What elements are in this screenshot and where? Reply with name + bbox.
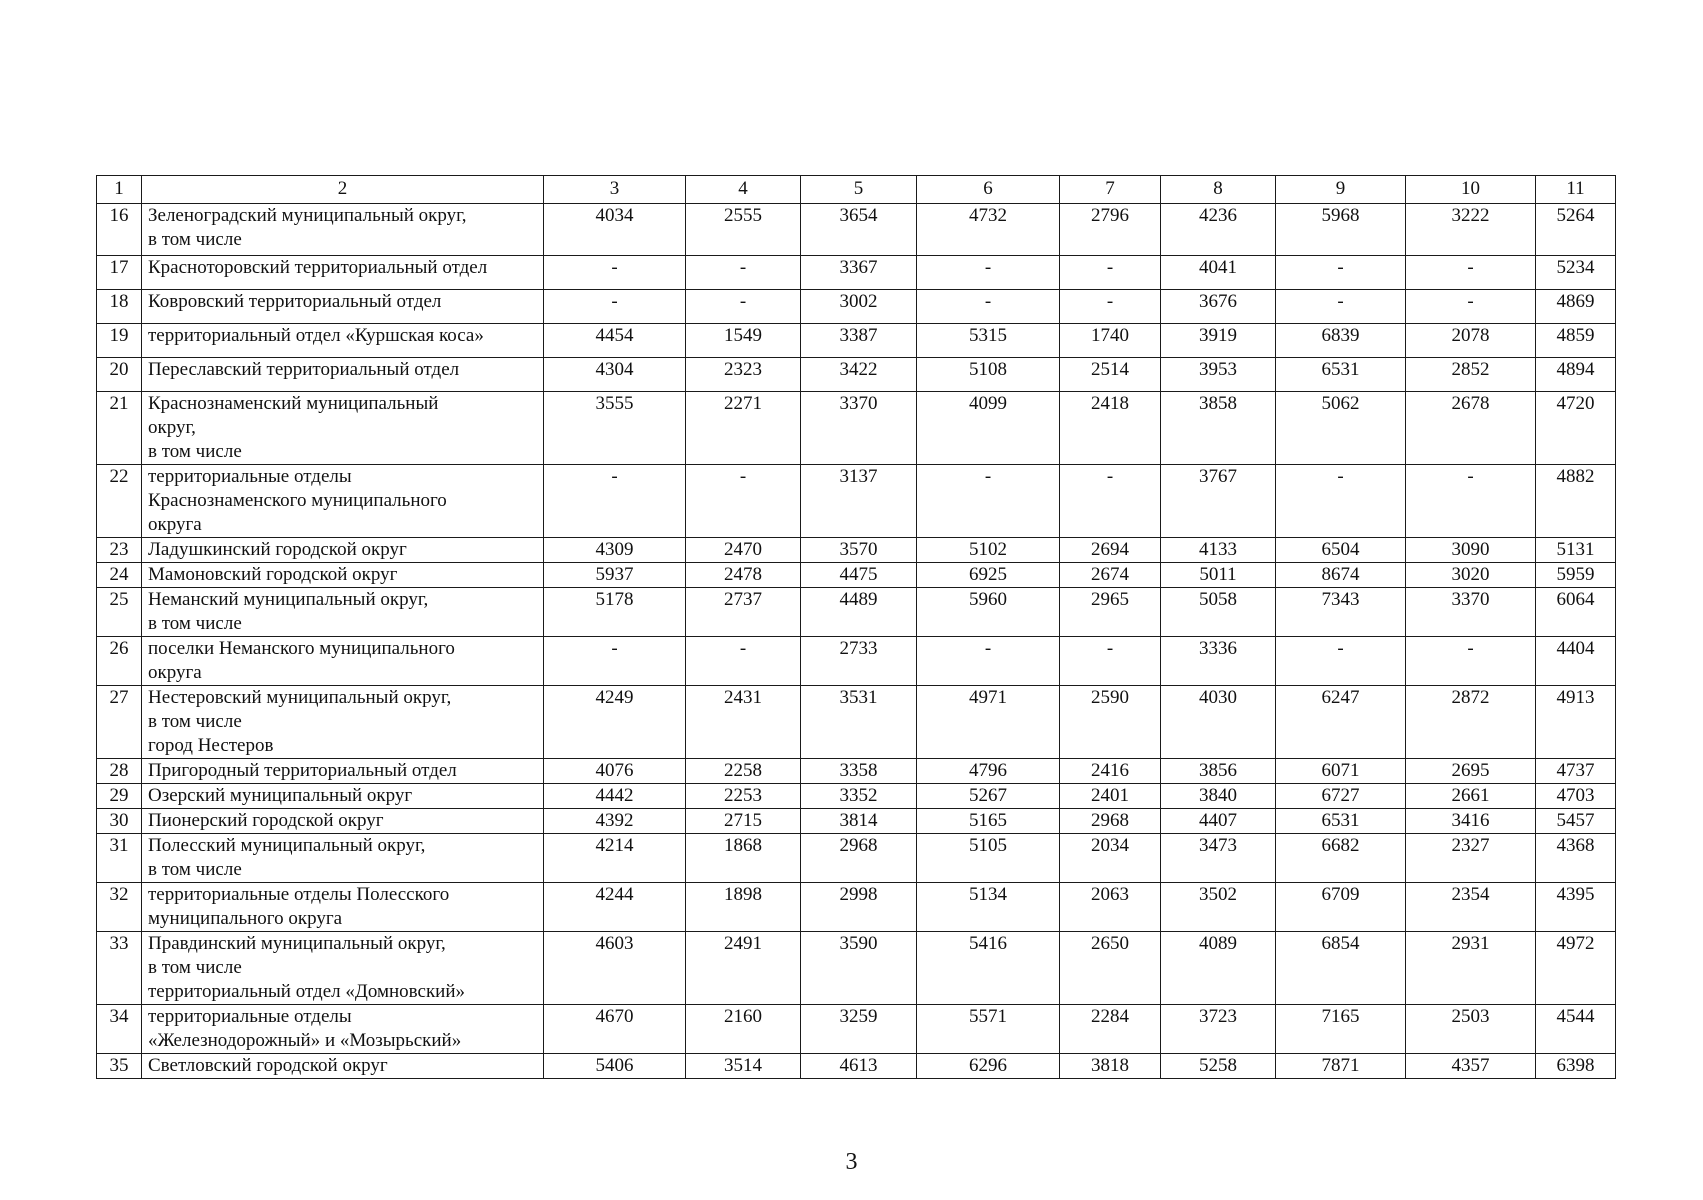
value-cell-col-7: 3818 xyxy=(1060,1054,1161,1079)
table-row xyxy=(97,588,1616,637)
territory-name-line: территориальные отделы xyxy=(148,466,352,487)
row-number: 32 xyxy=(97,883,142,932)
row-number: 20 xyxy=(97,358,142,392)
value-cell-col-9: 6531 xyxy=(1276,358,1406,392)
table-row xyxy=(97,563,1616,588)
territory-name-cell xyxy=(142,324,544,358)
territory-name-line: Светловский городской округ xyxy=(148,1055,388,1076)
table-row xyxy=(97,883,1616,932)
value-cell-col-11: 5457 xyxy=(1536,809,1616,834)
territory-name-line: Правдинский муниципальный округ, xyxy=(148,933,446,954)
value-cell-col-8: 4041 xyxy=(1161,256,1276,290)
value-cell-col-10: 2852 xyxy=(1406,358,1536,392)
value-cell-col-5: 3654 xyxy=(801,204,917,256)
page-number: 3 xyxy=(845,1149,858,1175)
table-row xyxy=(97,686,1616,759)
value-cell-col-8: 4089 xyxy=(1161,932,1276,1005)
territory-name-line: территориальный отдел «Куршская коса» xyxy=(148,325,484,346)
table-row xyxy=(97,932,1616,1005)
value-cell-col-10: 2931 xyxy=(1406,932,1536,1005)
value-cell-col-9: 6247 xyxy=(1276,686,1406,759)
territory-name-line: город Нестеров xyxy=(148,735,274,756)
value-cell-col-5: 3590 xyxy=(801,932,917,1005)
value-cell-col-9: 6071 xyxy=(1276,759,1406,784)
value-cell-col-6: 5105 xyxy=(917,834,1060,883)
value-cell-col-10: 3020 xyxy=(1406,563,1536,588)
value-cell-col-6: 4732 xyxy=(917,204,1060,256)
column-header-2: 2 xyxy=(142,176,544,204)
value-cell-col-8: 3502 xyxy=(1161,883,1276,932)
territory-name-line: территориальный отдел «Домновский» xyxy=(148,981,466,1002)
value-cell-col-11: 5234 xyxy=(1536,256,1616,290)
table-row xyxy=(97,358,1616,392)
value-cell-col-7: 2418 xyxy=(1060,392,1161,465)
value-cell-col-10: 2872 xyxy=(1406,686,1536,759)
value-cell-col-9: 7165 xyxy=(1276,1005,1406,1054)
value-cell-col-10: 2678 xyxy=(1406,392,1536,465)
row-number: 26 xyxy=(97,637,142,686)
value-cell-col-10: 4357 xyxy=(1406,1054,1536,1079)
value-cell-col-9: 6531 xyxy=(1276,809,1406,834)
territory-name-cell xyxy=(142,637,544,686)
column-header-8: 8 xyxy=(1161,176,1276,204)
row-number: 19 xyxy=(97,324,142,358)
table-row xyxy=(97,290,1616,324)
value-cell-col-11: 4544 xyxy=(1536,1005,1616,1054)
territory-name-cell xyxy=(142,358,544,392)
value-cell-col-6: 5102 xyxy=(917,538,1060,563)
column-header-4: 4 xyxy=(686,176,801,204)
value-cell-col-8: 3473 xyxy=(1161,834,1276,883)
value-cell-col-3: 4454 xyxy=(544,324,686,358)
value-cell-col-6: 5165 xyxy=(917,809,1060,834)
territory-name-line: в том числе xyxy=(148,859,242,880)
territory-name-cell xyxy=(142,290,544,324)
value-cell-col-3: - xyxy=(544,290,686,324)
value-cell-col-6: 5571 xyxy=(917,1005,1060,1054)
value-cell-col-6: 5108 xyxy=(917,358,1060,392)
value-cell-col-7: - xyxy=(1060,290,1161,324)
value-cell-col-4: 1868 xyxy=(686,834,801,883)
table-row xyxy=(97,538,1616,563)
value-cell-col-8: 3676 xyxy=(1161,290,1276,324)
value-cell-col-9: 5062 xyxy=(1276,392,1406,465)
territory-name-line: Нестеровский муниципальный округ, xyxy=(148,687,452,708)
table-row xyxy=(97,1054,1616,1079)
value-cell-col-9: 8674 xyxy=(1276,563,1406,588)
territory-name-line: в том числе xyxy=(148,957,242,978)
value-cell-col-6: - xyxy=(917,290,1060,324)
value-cell-col-11: 5959 xyxy=(1536,563,1616,588)
value-cell-col-7: - xyxy=(1060,256,1161,290)
territory-name-line: муниципального округа xyxy=(148,908,343,929)
value-cell-col-6: 4971 xyxy=(917,686,1060,759)
value-cell-col-6: 5315 xyxy=(917,324,1060,358)
value-cell-col-10: 3370 xyxy=(1406,588,1536,637)
territory-name-cell xyxy=(142,932,544,1005)
territory-name-line: Краснознаменского муниципального xyxy=(148,490,447,511)
value-cell-col-7: 2674 xyxy=(1060,563,1161,588)
value-cell-col-8: 4236 xyxy=(1161,204,1276,256)
value-cell-col-8: 3840 xyxy=(1161,784,1276,809)
value-cell-col-4: 2470 xyxy=(686,538,801,563)
value-cell-col-8: 3919 xyxy=(1161,324,1276,358)
value-cell-col-11: 5264 xyxy=(1536,204,1616,256)
territory-name-line: Зеленоградский муниципальный округ, xyxy=(148,205,467,226)
value-cell-col-4: 2431 xyxy=(686,686,801,759)
value-cell-col-5: 3814 xyxy=(801,809,917,834)
value-cell-col-3: 5406 xyxy=(544,1054,686,1079)
value-cell-col-4: - xyxy=(686,290,801,324)
territory-name-line: Ковровский территориальный отдел xyxy=(148,291,442,312)
value-cell-col-5: 3367 xyxy=(801,256,917,290)
value-cell-col-9: 6709 xyxy=(1276,883,1406,932)
value-cell-col-10: 2695 xyxy=(1406,759,1536,784)
value-cell-col-11: 4882 xyxy=(1536,465,1616,538)
value-cell-col-4: 2491 xyxy=(686,932,801,1005)
value-cell-col-7: 2965 xyxy=(1060,588,1161,637)
territory-name-cell xyxy=(142,883,544,932)
value-cell-col-5: 3422 xyxy=(801,358,917,392)
column-header-11: 11 xyxy=(1536,176,1616,204)
value-cell-col-11: 6064 xyxy=(1536,588,1616,637)
value-cell-col-11: 4720 xyxy=(1536,392,1616,465)
value-cell-col-11: 4859 xyxy=(1536,324,1616,358)
value-cell-col-4: 2160 xyxy=(686,1005,801,1054)
row-number: 31 xyxy=(97,834,142,883)
value-cell-col-8: 5258 xyxy=(1161,1054,1276,1079)
territory-name-line: округа xyxy=(148,662,202,683)
value-cell-col-10: 3222 xyxy=(1406,204,1536,256)
value-cell-col-4: 2271 xyxy=(686,392,801,465)
value-cell-col-9: 6504 xyxy=(1276,538,1406,563)
table-body xyxy=(97,204,1616,1079)
territory-name-line: территориальные отделы Полесского xyxy=(148,884,450,905)
data-table xyxy=(96,175,1616,1079)
value-cell-col-9: 7343 xyxy=(1276,588,1406,637)
column-header-3: 3 xyxy=(544,176,686,204)
territory-name-cell xyxy=(142,1054,544,1079)
value-cell-col-6: 6925 xyxy=(917,563,1060,588)
value-cell-col-4: - xyxy=(686,256,801,290)
column-header-10: 10 xyxy=(1406,176,1536,204)
value-cell-col-10: 2078 xyxy=(1406,324,1536,358)
row-number: 35 xyxy=(97,1054,142,1079)
value-cell-col-3: 4309 xyxy=(544,538,686,563)
row-number: 24 xyxy=(97,563,142,588)
table-row xyxy=(97,392,1616,465)
value-cell-col-6: 5416 xyxy=(917,932,1060,1005)
territory-name-line: Переславский территориальный отдел xyxy=(148,359,460,380)
value-cell-col-6: 4796 xyxy=(917,759,1060,784)
territory-name-cell xyxy=(142,256,544,290)
value-cell-col-8: 5011 xyxy=(1161,563,1276,588)
value-cell-col-8: 3953 xyxy=(1161,358,1276,392)
value-cell-col-3: 5178 xyxy=(544,588,686,637)
row-number: 25 xyxy=(97,588,142,637)
row-number: 33 xyxy=(97,932,142,1005)
value-cell-col-9: 6839 xyxy=(1276,324,1406,358)
value-cell-col-3: 3555 xyxy=(544,392,686,465)
value-cell-col-6: - xyxy=(917,256,1060,290)
value-cell-col-8: 4030 xyxy=(1161,686,1276,759)
territory-name-line: в том числе xyxy=(148,229,242,250)
territory-name-line: Красноторовский территориальный отдел xyxy=(148,257,488,278)
value-cell-col-10: - xyxy=(1406,290,1536,324)
value-cell-col-5: 3259 xyxy=(801,1005,917,1054)
value-cell-col-3: - xyxy=(544,465,686,538)
value-cell-col-9: 6854 xyxy=(1276,932,1406,1005)
row-number: 30 xyxy=(97,809,142,834)
value-cell-col-8: 5058 xyxy=(1161,588,1276,637)
value-cell-col-10: 2354 xyxy=(1406,883,1536,932)
territory-name-line: Ладушкинский городской округ xyxy=(148,539,407,560)
territory-name-cell xyxy=(142,834,544,883)
column-number-header-row xyxy=(97,176,1616,204)
value-cell-col-4: - xyxy=(686,465,801,538)
territory-name-cell xyxy=(142,809,544,834)
value-cell-col-5: 3387 xyxy=(801,324,917,358)
value-cell-col-11: 5131 xyxy=(1536,538,1616,563)
column-header-1: 1 xyxy=(97,176,142,204)
row-number: 23 xyxy=(97,538,142,563)
value-cell-col-4: 2555 xyxy=(686,204,801,256)
territory-name-line: территориальные отделы xyxy=(148,1006,352,1027)
territory-name-line: Неманский муниципальный округ, xyxy=(148,589,429,610)
value-cell-col-8: 3767 xyxy=(1161,465,1276,538)
value-cell-col-9: 7871 xyxy=(1276,1054,1406,1079)
value-cell-col-11: 4737 xyxy=(1536,759,1616,784)
value-cell-col-9: 5968 xyxy=(1276,204,1406,256)
value-cell-col-9: - xyxy=(1276,637,1406,686)
row-number: 16 xyxy=(97,204,142,256)
value-cell-col-9: - xyxy=(1276,290,1406,324)
row-number: 29 xyxy=(97,784,142,809)
value-cell-col-6: 6296 xyxy=(917,1054,1060,1079)
territory-name-line: «Железнодорожный» и «Мозырьский» xyxy=(148,1030,462,1051)
value-cell-col-4: 2258 xyxy=(686,759,801,784)
value-cell-col-4: 2737 xyxy=(686,588,801,637)
value-cell-col-5: 3352 xyxy=(801,784,917,809)
value-cell-col-3: 5937 xyxy=(544,563,686,588)
value-cell-col-8: 4133 xyxy=(1161,538,1276,563)
value-cell-col-4: 1898 xyxy=(686,883,801,932)
value-cell-col-5: 3531 xyxy=(801,686,917,759)
value-cell-col-9: - xyxy=(1276,256,1406,290)
column-header-6: 6 xyxy=(917,176,1060,204)
value-cell-col-6: 4099 xyxy=(917,392,1060,465)
value-cell-col-3: 4214 xyxy=(544,834,686,883)
value-cell-col-6: - xyxy=(917,465,1060,538)
territory-name-line: поселки Неманского муниципального xyxy=(148,638,455,659)
value-cell-col-10: - xyxy=(1406,637,1536,686)
column-header-9: 9 xyxy=(1276,176,1406,204)
row-number: 34 xyxy=(97,1005,142,1054)
territory-name-line: в том числе xyxy=(148,613,242,634)
value-cell-col-10: 2503 xyxy=(1406,1005,1536,1054)
value-cell-col-3: 4249 xyxy=(544,686,686,759)
value-cell-col-3: 4034 xyxy=(544,204,686,256)
value-cell-col-4: 2715 xyxy=(686,809,801,834)
value-cell-col-11: 4972 xyxy=(1536,932,1616,1005)
value-cell-col-4: 1549 xyxy=(686,324,801,358)
value-cell-col-7: 2694 xyxy=(1060,538,1161,563)
territory-name-line: Мамоновский городской округ xyxy=(148,564,398,585)
value-cell-col-5: 3137 xyxy=(801,465,917,538)
value-cell-col-11: 4894 xyxy=(1536,358,1616,392)
value-cell-col-5: 4475 xyxy=(801,563,917,588)
table-row xyxy=(97,809,1616,834)
value-cell-col-5: 3002 xyxy=(801,290,917,324)
territory-name-cell xyxy=(142,1005,544,1054)
territory-name-cell xyxy=(142,759,544,784)
value-cell-col-7: 2968 xyxy=(1060,809,1161,834)
value-cell-col-7: 2401 xyxy=(1060,784,1161,809)
territory-name-cell xyxy=(142,588,544,637)
value-cell-col-11: 4395 xyxy=(1536,883,1616,932)
table-row xyxy=(97,784,1616,809)
value-cell-col-3: 4304 xyxy=(544,358,686,392)
territory-name-cell xyxy=(142,563,544,588)
column-header-7: 7 xyxy=(1060,176,1161,204)
value-cell-col-7: 2796 xyxy=(1060,204,1161,256)
value-cell-col-3: - xyxy=(544,637,686,686)
territory-name-cell xyxy=(142,392,544,465)
value-cell-col-10: - xyxy=(1406,256,1536,290)
value-cell-col-11: 6398 xyxy=(1536,1054,1616,1079)
value-cell-col-5: 3358 xyxy=(801,759,917,784)
value-cell-col-5: 4613 xyxy=(801,1054,917,1079)
value-cell-col-10: 3416 xyxy=(1406,809,1536,834)
table-row xyxy=(97,1005,1616,1054)
value-cell-col-7: 2034 xyxy=(1060,834,1161,883)
value-cell-col-3: 4076 xyxy=(544,759,686,784)
value-cell-col-7: 2416 xyxy=(1060,759,1161,784)
value-cell-col-3: 4392 xyxy=(544,809,686,834)
territory-name-line: Озерский муниципальный округ xyxy=(148,785,413,806)
value-cell-col-7: 2063 xyxy=(1060,883,1161,932)
territory-name-cell xyxy=(142,465,544,538)
value-cell-col-10: 2327 xyxy=(1406,834,1536,883)
value-cell-col-3: 4603 xyxy=(544,932,686,1005)
territory-name-line: Пригородный территориальный отдел xyxy=(148,760,457,781)
value-cell-col-8: 3336 xyxy=(1161,637,1276,686)
value-cell-col-11: 4703 xyxy=(1536,784,1616,809)
row-number: 17 xyxy=(97,256,142,290)
territory-name-cell xyxy=(142,538,544,563)
territory-name-cell xyxy=(142,784,544,809)
value-cell-col-5: 2968 xyxy=(801,834,917,883)
value-cell-col-7: 2284 xyxy=(1060,1005,1161,1054)
value-cell-col-6: 5267 xyxy=(917,784,1060,809)
value-cell-col-8: 3858 xyxy=(1161,392,1276,465)
row-number: 18 xyxy=(97,290,142,324)
value-cell-col-7: - xyxy=(1060,637,1161,686)
table-row xyxy=(97,759,1616,784)
value-cell-col-6: 5134 xyxy=(917,883,1060,932)
value-cell-col-9: - xyxy=(1276,465,1406,538)
table-row xyxy=(97,324,1616,358)
value-cell-col-5: 2998 xyxy=(801,883,917,932)
value-cell-col-9: 6727 xyxy=(1276,784,1406,809)
value-cell-col-7: - xyxy=(1060,465,1161,538)
table-row xyxy=(97,465,1616,538)
territory-name-line: округ, xyxy=(148,417,196,438)
value-cell-col-5: 2733 xyxy=(801,637,917,686)
value-cell-col-11: 4368 xyxy=(1536,834,1616,883)
row-number: 28 xyxy=(97,759,142,784)
value-cell-col-6: 5960 xyxy=(917,588,1060,637)
value-cell-col-4: - xyxy=(686,637,801,686)
table-row xyxy=(97,204,1616,256)
value-cell-col-11: 4869 xyxy=(1536,290,1616,324)
table-row xyxy=(97,256,1616,290)
territory-name-line: Полесский муниципальный округ, xyxy=(148,835,426,856)
value-cell-col-9: 6682 xyxy=(1276,834,1406,883)
value-cell-col-3: 4670 xyxy=(544,1005,686,1054)
value-cell-col-7: 2590 xyxy=(1060,686,1161,759)
value-cell-col-7: 2514 xyxy=(1060,358,1161,392)
value-cell-col-3: 4244 xyxy=(544,883,686,932)
territory-name-line: Краснознаменский муниципальный xyxy=(148,393,439,414)
value-cell-col-3: 4442 xyxy=(544,784,686,809)
value-cell-col-8: 3856 xyxy=(1161,759,1276,784)
value-cell-col-10: - xyxy=(1406,465,1536,538)
value-cell-col-7: 2650 xyxy=(1060,932,1161,1005)
territory-name-cell xyxy=(142,686,544,759)
value-cell-col-10: 3090 xyxy=(1406,538,1536,563)
table-row xyxy=(97,834,1616,883)
value-cell-col-3: - xyxy=(544,256,686,290)
value-cell-col-6: - xyxy=(917,637,1060,686)
territory-name-line: округа xyxy=(148,514,202,535)
territory-name-cell xyxy=(142,204,544,256)
row-number: 27 xyxy=(97,686,142,759)
territory-name-line: в том числе xyxy=(148,711,242,732)
value-cell-col-4: 2253 xyxy=(686,784,801,809)
value-cell-col-4: 3514 xyxy=(686,1054,801,1079)
row-number: 22 xyxy=(97,465,142,538)
value-cell-col-4: 2323 xyxy=(686,358,801,392)
row-number: 21 xyxy=(97,392,142,465)
value-cell-col-4: 2478 xyxy=(686,563,801,588)
value-cell-col-8: 4407 xyxy=(1161,809,1276,834)
value-cell-col-10: 2661 xyxy=(1406,784,1536,809)
value-cell-col-5: 3570 xyxy=(801,538,917,563)
table-row xyxy=(97,637,1616,686)
value-cell-col-11: 4404 xyxy=(1536,637,1616,686)
value-cell-col-11: 4913 xyxy=(1536,686,1616,759)
territory-name-line: Пионерский городской округ xyxy=(148,810,384,831)
value-cell-col-5: 4489 xyxy=(801,588,917,637)
value-cell-col-8: 3723 xyxy=(1161,1005,1276,1054)
value-cell-col-7: 1740 xyxy=(1060,324,1161,358)
value-cell-col-5: 3370 xyxy=(801,392,917,465)
territory-name-line: в том числе xyxy=(148,441,242,462)
column-header-5: 5 xyxy=(801,176,917,204)
